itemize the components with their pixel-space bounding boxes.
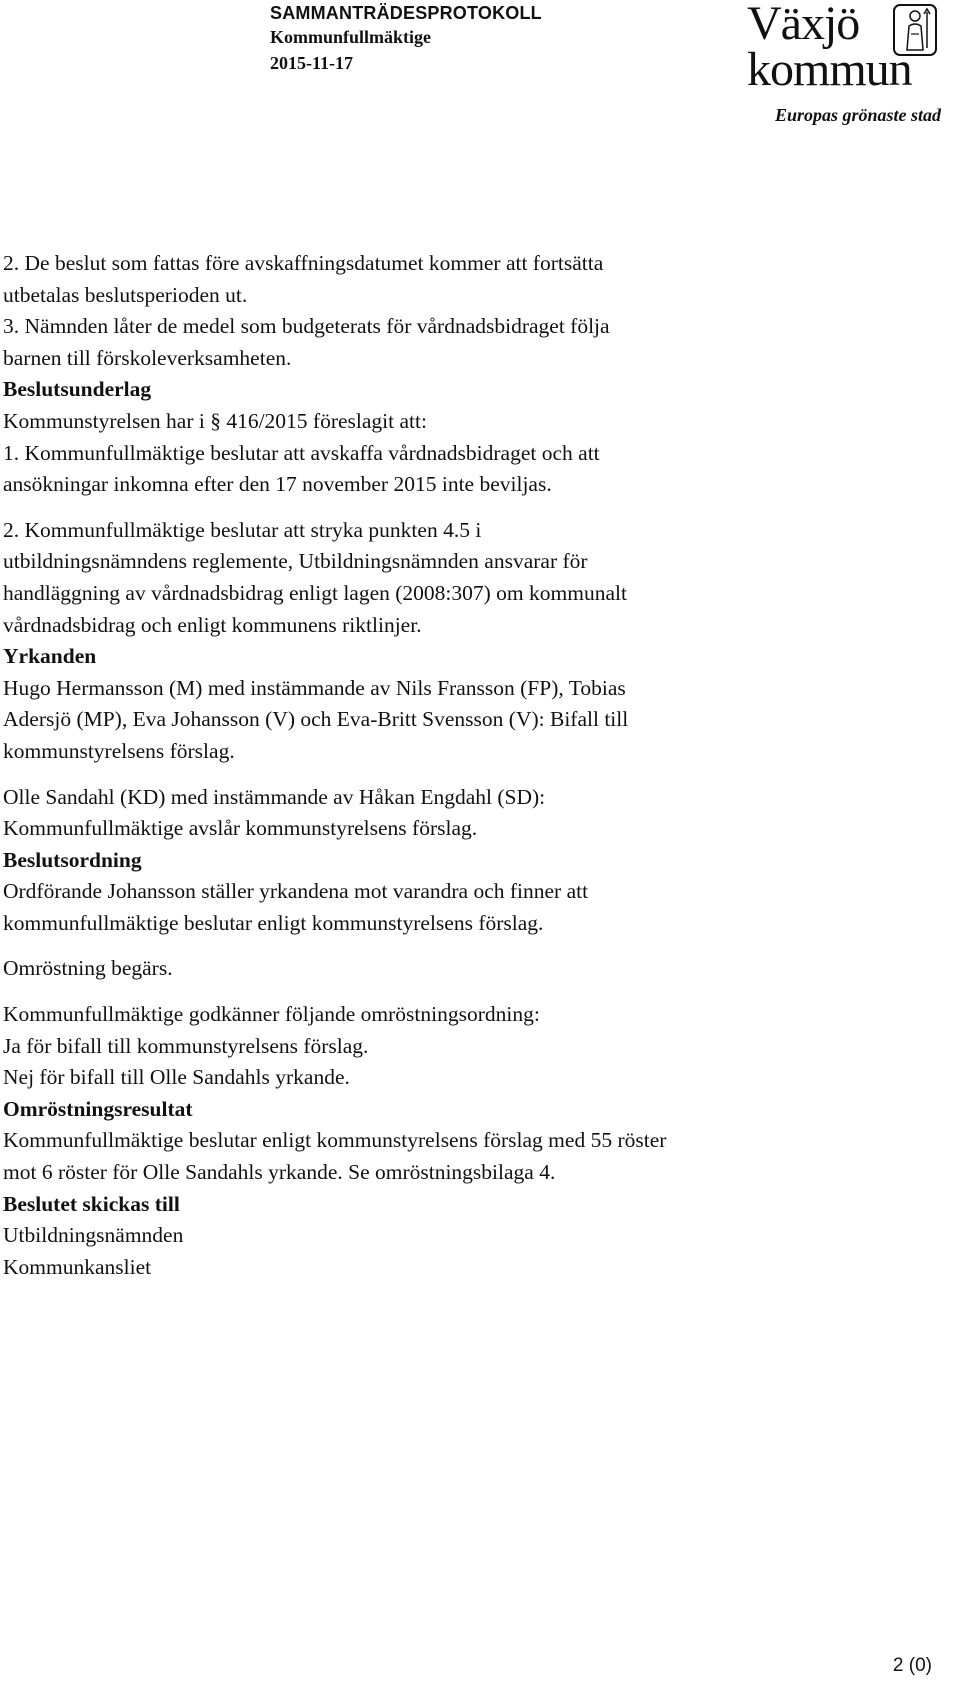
recipient: Kommunkansliet: [3, 1254, 152, 1279]
paragraph-line: handläggning av vårdnadsbidrag enligt lagen (2008:307) om kommunalt: [3, 580, 627, 605]
paragraph-line: utbildningsnämndens reglemente, Utbildningsnämnden ansvarar för: [3, 549, 588, 574]
paragraph-line: Kommunfullmäktige beslutar enligt kommunstyrelsens förslag med 55 röster: [3, 1128, 667, 1153]
heading-beslutsunderlag: Beslutsunderlag: [3, 377, 152, 402]
paragraph-line: barnen till förskoleverksamheten.: [3, 345, 292, 370]
paragraph-line: Nej för bifall till Olle Sandahls yrkande.: [3, 1065, 350, 1090]
paragraph-line: 2. Kommunfullmäktige beslutar att stryka punkten 4.5 i: [3, 517, 482, 542]
heading-beslutsordning: Beslutsordning: [3, 847, 142, 872]
paragraph-line: Hugo Hermansson (M) med instämmande av Nils Fransson (FP), Tobias: [3, 675, 626, 700]
paragraph-line: kommunfullmäktige beslutar enligt kommunstyrelsens förslag.: [3, 910, 544, 935]
meeting-date: 2015-11-17: [270, 53, 353, 73]
paragraph-line: kommunstyrelsens förslag.: [3, 738, 235, 763]
paragraph-line: mot 6 röster för Olle Sandahls yrkande. Se omröstningsbilaga 4.: [3, 1160, 556, 1185]
paragraph-line: Ordförande Johansson ställer yrkandena mot varandra och finner att: [3, 879, 589, 904]
paragraph-line: Omröstning begärs.: [3, 956, 173, 981]
logo-line-2: kommun: [747, 43, 912, 96]
vaxjo-kommun-logo: [745, 0, 960, 130]
recipient: Utbildningsnämnden: [3, 1223, 184, 1248]
paragraph-line: 1. Kommunfullmäktige beslutar att avskaffa vårdnadsbidraget och att: [3, 440, 600, 465]
paragraph-line: ansökningar inkomna efter den 17 november 2015 inte beviljas.: [3, 472, 552, 497]
paragraph-line: 2. De beslut som fattas före avskaffningsdatumet kommer att fortsätta: [3, 251, 604, 275]
paragraph-line: Olle Sandahl (KD) med instämmande av Håkan Engdahl (SD):: [3, 784, 546, 809]
logo-line-1: Växjö: [747, 0, 860, 50]
paragraph-line: Kommunfullmäktige godkänner följande omröstningsordning:: [3, 1002, 540, 1027]
heading-yrkanden: Yrkanden: [3, 644, 97, 669]
assembly-name: Kommunfullmäktige: [270, 27, 432, 47]
page-number: 2 (0): [892, 1655, 932, 1676]
paragraph-line: Kommunstyrelsen har i § 416/2015 föreslagit att:: [3, 408, 427, 433]
paragraph-line: utbetalas beslutsperioden ut.: [3, 282, 248, 307]
paragraph-line: Kommunfullmäktige avslår kommunstyrelsens förslag.: [3, 816, 478, 841]
paragraph-line: vårdnadsbidrag och enligt kommunens riktlinjer.: [3, 612, 422, 637]
protocol-title: SAMMANTRÄDESPROTOKOLL: [270, 3, 542, 23]
document-header: [270, 0, 542, 74]
paragraph-line: 3. Nämnden låter de medel som budgeterats för vårdnadsbidraget följa: [3, 314, 610, 339]
heading-beslutet-skickas-till: Beslutet skickas till: [3, 1191, 180, 1216]
paragraph-line: Adersjö (MP), Eva Johansson (V) och Eva-Britt Svensson (V): Bifall till: [3, 707, 629, 732]
logo-tagline: Europas grönaste stad: [775, 105, 942, 125]
paragraph-line: Ja för bifall till kommunstyrelsens förslag.: [3, 1033, 369, 1058]
protocol-body: [3, 248, 943, 1283]
heading-omrostningsresultat: Omröstningsresultat: [3, 1096, 193, 1121]
